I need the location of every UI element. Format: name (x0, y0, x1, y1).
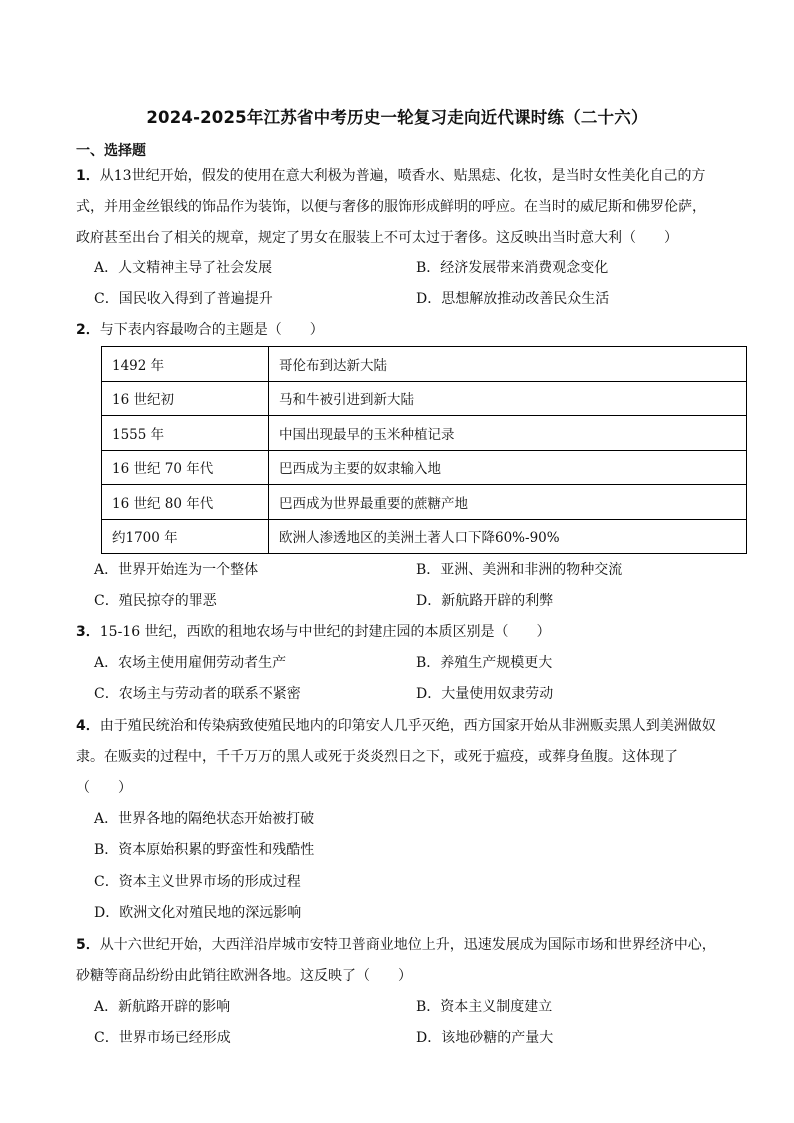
question-1-line-2: 式，并用金丝银线的饰品作为装饰，以便与奢侈的服饰形成鲜明的呼应。在当时的威尼斯和佛罗伦萨， (76, 199, 706, 215)
question-4-option-b[interactable]: B．资本原始积累的野蛮性和残酷性 (94, 842, 315, 858)
table-cell-event: 马和牛被引进到新大陆 (269, 381, 747, 416)
question-1-text-1: 从13世纪开始，假发的使用在意大利极为普遍，喷香水、贴黑痣、化妆，是当时女性美化自己的方 (99, 168, 706, 184)
question-4-line-1 (76, 716, 716, 736)
table-row (102, 381, 747, 416)
question-2-option-d[interactable]: D．新航路开辟的利弊 (416, 593, 554, 609)
table-row (102, 519, 747, 554)
timeline-table (101, 346, 747, 554)
question-2-option-b[interactable]: B．亚洲、美洲和非洲的物种交流 (416, 562, 623, 578)
table-row (102, 450, 747, 485)
question-2-line-1 (76, 320, 324, 340)
question-4-line-3: （ ） (76, 780, 132, 796)
table-cell-event: 哥伦布到达新大陆 (269, 347, 747, 382)
question-1-option-a[interactable]: A．人文精神主导了社会发展 (94, 260, 273, 276)
question-5-option-b[interactable]: B．资本主义制度建立 (416, 999, 553, 1015)
question-3-line-1 (76, 622, 551, 642)
question-4-number: 4． (76, 718, 100, 734)
question-2-option-a[interactable]: A．世界开始连为一个整体 (94, 562, 259, 578)
question-3-text: 15-16 世纪，西欧的租地农场与中世纪的封建庄园的本质区别是（ ） (99, 624, 551, 640)
table-row (102, 416, 747, 451)
question-1-option-d[interactable]: D．思想解放推动改善民众生活 (416, 291, 610, 307)
question-3-option-d[interactable]: D．大量使用奴隶劳动 (416, 686, 554, 702)
question-3-option-c[interactable]: C．农场主与劳动者的联系不紧密 (94, 686, 301, 702)
table-cell-time: 16 世纪初 (102, 381, 269, 416)
question-1-line-1 (76, 166, 706, 186)
question-5-line-1 (76, 935, 716, 955)
question-1-line-3: 政府甚至出台了相关的规章，规定了男女在服装上不可太过于奢侈。这反映出当时意大利（ ） (76, 230, 678, 246)
table-row (102, 347, 747, 382)
table-cell-time: 16 世纪 70 年代 (102, 450, 269, 485)
question-5-option-d[interactable]: D．该地砂糖的产量大 (416, 1030, 554, 1046)
table-row (102, 485, 747, 520)
question-3-option-b[interactable]: B．养殖生产规模更大 (416, 655, 553, 671)
question-5-text-1: 从十六世纪开始，大西洋沿岸城市安特卫普商业地位上升，迅速发展成为国际市场和世界经济中心， (99, 937, 716, 953)
table-cell-time: 约1700 年 (102, 519, 269, 554)
question-2-number: 2． (76, 322, 100, 338)
question-3-option-a[interactable]: A．农场主使用雇佣劳动者生产 (94, 655, 287, 671)
table-cell-time: 16 世纪 80 年代 (102, 485, 269, 520)
table-cell-event: 巴西成为主要的奴隶输入地 (269, 450, 747, 485)
question-1-option-b[interactable]: B．经济发展带来消费观念变化 (416, 260, 609, 276)
table-cell-time: 1492 年 (102, 347, 269, 382)
page-title: 2024-2025年江苏省中考历史一轮复习走向近代课时练（二十六） (146, 108, 648, 127)
question-5-option-a[interactable]: A．新航路开辟的影响 (94, 999, 231, 1015)
question-2-option-c[interactable]: C．殖民掠夺的罪恶 (94, 593, 217, 609)
question-5-number: 5． (76, 937, 100, 953)
question-4-option-a[interactable]: A．世界各地的隔绝状态开始被打破 (94, 811, 315, 827)
question-4-line-2: 隶。在贩卖的过程中，千千万万的黑人或死于炎炎烈日之下，或死于瘟疫，或葬身鱼腹。这体现了 (76, 749, 678, 765)
question-4-option-c[interactable]: C．资本主义世界市场的形成过程 (94, 874, 301, 890)
question-4-option-d[interactable]: D．欧洲文化对殖民地的深远影响 (94, 905, 302, 921)
table-cell-time: 1555 年 (102, 416, 269, 451)
question-1-option-c[interactable]: C．国民收入得到了普遍提升 (94, 291, 273, 307)
table-cell-event: 欧洲人渗透地区的美洲土著人口下降60%-90% (269, 519, 747, 554)
section-heading: 一、选择题 (76, 143, 146, 159)
question-4-text-1: 由于殖民统治和传染病致使殖民地内的印第安人几乎灭绝，西方国家开始从非洲贩卖黑人到美洲做奴 (99, 718, 716, 734)
question-2-text: 与下表内容最吻合的主题是（ ） (99, 322, 324, 338)
question-1-number: 1． (76, 168, 100, 184)
table-cell-event: 中国出现最早的玉米种植记录 (269, 416, 747, 451)
question-5-option-c[interactable]: C．世界市场已经形成 (94, 1030, 231, 1046)
question-3-number: 3． (76, 624, 100, 640)
table-cell-event: 巴西成为世界最重要的蔗糖产地 (269, 485, 747, 520)
question-5-line-2: 砂糖等商品纷纷由此销往欧洲各地。这反映了（ ） (76, 968, 412, 984)
